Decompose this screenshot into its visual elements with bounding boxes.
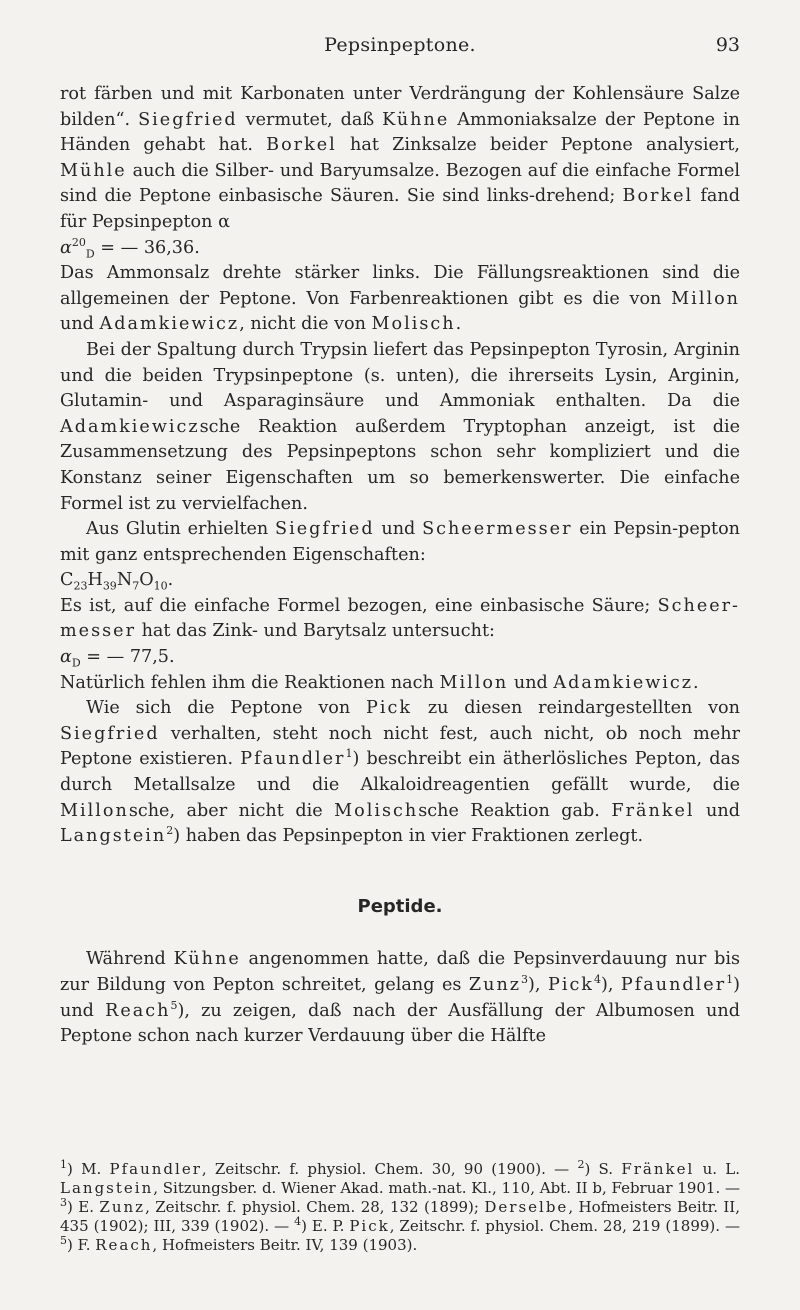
footnote-ref[interactable]: 5	[170, 998, 178, 1012]
author-name: Pick	[349, 1217, 390, 1235]
footnotes	[60, 1160, 740, 1255]
author-name: Fränkel	[621, 1160, 695, 1178]
author-name: Scheer-messer	[60, 595, 740, 642]
author-name: Reach	[105, 1000, 171, 1021]
author-name: Pfaundler	[240, 749, 346, 770]
author-name: Siegfried	[275, 519, 375, 540]
main-text	[60, 82, 740, 1050]
footnote-ref[interactable]: 2	[166, 824, 174, 838]
author-name: Millon	[671, 288, 740, 309]
author-name: Molisch	[334, 800, 419, 821]
paragraph: Natürlich fehlen ihm die Reaktionen nach Millon und Adamkiewicz.	[60, 672, 699, 693]
author-name: Millon	[60, 800, 129, 821]
paragraph: rot färben und mit Karbonaten unter Verdrängung der Kohlensäure Salze bilden“. Siegfried vermutet, daß Kühne Ammoniaksalze der Peptone in Händen gehabt hat. Borkel hat Zinksalze beider Peptone analysiert, Mühle auch die Silber- und Baryumsalze. Bezogen auf die einfache Formel sind die Peptone einbasische Säuren. Sie sind links-drehend; Borkel fand für Pepsinpepton α	[60, 84, 741, 232]
footnote-ref[interactable]: 1	[345, 747, 353, 761]
footnote-number: 1	[60, 1158, 67, 1171]
author-name: Langstein	[60, 826, 167, 847]
page-number: 93	[715, 34, 740, 56]
author-name: Molisch	[371, 314, 456, 335]
running-title: Pepsinpeptone.	[324, 34, 476, 56]
paragraph: Bei der Spaltung durch Trypsin liefert das Pepsinpepton Tyrosin, Arginin und die beiden Trypsinpeptone (s. unten), die ihrerseits Lysin, Arginin, Glutamin- und Asparaginsäure und Ammoniak enthalten. Da die Adamkiewiczsche Reaktion außerdem Tryptophan anzeigt, ist die Zusammensetzung des Pepsinpeptons schon sehr kompliziert und die Konstanz seiner Eigenschaften um so bemerkenswerter. Die einfache Formel ist zu vervielfachen.	[60, 339, 740, 514]
author-name: Zunz	[468, 975, 522, 995]
paragraph: Es ist, auf die einfache Formel bezogen, eine einbasische Säure; Scheer-messer hat das Zink- und Barytsalz untersucht:	[60, 595, 740, 642]
author-name: Siegfried	[138, 109, 238, 130]
paragraph: Das Ammonsalz drehte stärker links. Die Fällungsreaktionen sind die allgemeinen der Peptone. Von Farbenreaktionen gibt es die von Millon und Adamkiewicz, nicht die von Molisch.	[60, 263, 740, 335]
author-name: Siegfried	[60, 723, 160, 744]
section-heading: Peptide.	[357, 895, 443, 917]
author-name: Fränkel	[611, 800, 695, 821]
author-name: Langstein	[60, 1179, 154, 1197]
author-name: Pick	[547, 975, 594, 995]
footnote-ref[interactable]: 1	[726, 973, 734, 987]
footnote-number: 3	[60, 1196, 67, 1209]
footnote-ref[interactable]: 4	[593, 973, 601, 987]
formula-composition: $C_{23}H_{39}N_7O_{10}$.	[60, 570, 174, 593]
paragraph: Wie sich die Peptone von Pick zu diesen reindargestellten von Siegfried verhalten, steht noch nicht fest, auch nicht, ob noch mehr Peptone existieren. Pfaundler$^1$) beschreibt ein ätherlösliches Pepton, das durch Metallsalze und die Alkaloidreagentien gefällt wurde, die Millonsche, aber nicht die Molischsche Reaktion gab. Fränkel und Langstein$^2$) haben das Pepsinpepton in vier Fraktionen zerlegt.	[60, 698, 740, 847]
formula-rotation: $\alpha_D$ = — 77,5.	[60, 647, 175, 670]
author-name: Pfaundler	[109, 1160, 202, 1178]
page-header	[60, 34, 740, 58]
paragraph: Während Kühne angenommen hatte, daß die Pepsinverdauung nur bis zur Bildung von Pepton schreitet, gelang es Zunz$^3$), Pick$^4$), Pfaundler$^1$) und Reach$^5$), zu zeigen, daß nach der Ausfällung der Albumosen und Peptone schon nach kurzer Verdauung über die Hälfte	[60, 949, 740, 1047]
footnote-number: 2	[577, 1158, 585, 1171]
author-name: Kühne	[173, 949, 241, 970]
author-name: Reach	[95, 1236, 153, 1254]
footnote-text: $^1$) M. Pfaundler, Zeitschr. f. physiol. Chem. 30, 90 (1900). — $^2$) S. Fränkel u. L. Langstein, Sitzungsber. d. Wiener Akad. math.-nat. Kl., 110, Abt. II b, Februar 1901. — $^3$) E. Zunz, Zeitschr. f. physiol. Chem. 28, 132 (1899); Derselbe, Hofmeisters Beitr. II, 435 (1902); III, 339 (1902). — $^4$) E. P. Pick, Zeitschr. f. physiol. Chem. 28, 219 (1899). — $^5$) F. Reach, Hofmeisters Beitr. IV, 139 (1903).	[60, 1158, 740, 1254]
author-name: Borkel	[266, 135, 337, 156]
author-name: Zunz	[99, 1198, 146, 1216]
footnote-ref[interactable]: 3	[521, 973, 529, 987]
author-name: Pick	[366, 698, 412, 719]
footnote-number: 4	[294, 1215, 302, 1228]
author-name: Scheermesser	[422, 519, 573, 540]
author-name: Mühle	[60, 160, 127, 181]
author-name: Kühne	[382, 109, 450, 130]
formula-rotation: $\alpha^{20}_D$ = — 36,36.	[60, 235, 200, 261]
author-name: Adamkiewicz	[60, 416, 200, 437]
author-name: Adamkiewicz	[553, 672, 694, 693]
author-name: Pfaundler	[620, 975, 727, 995]
author-name: Millon	[439, 672, 509, 693]
author-name: Borkel	[622, 186, 694, 207]
author-name: Adamkiewicz	[99, 314, 240, 335]
paragraph: Aus Glutin erhielten Siegfried und Scheermesser ein Pepsin-pepton mit ganz entsprechenden Eigenschaften:	[60, 519, 740, 565]
author-name: Derselbe	[484, 1198, 569, 1216]
footnote-number: 5	[60, 1234, 67, 1247]
